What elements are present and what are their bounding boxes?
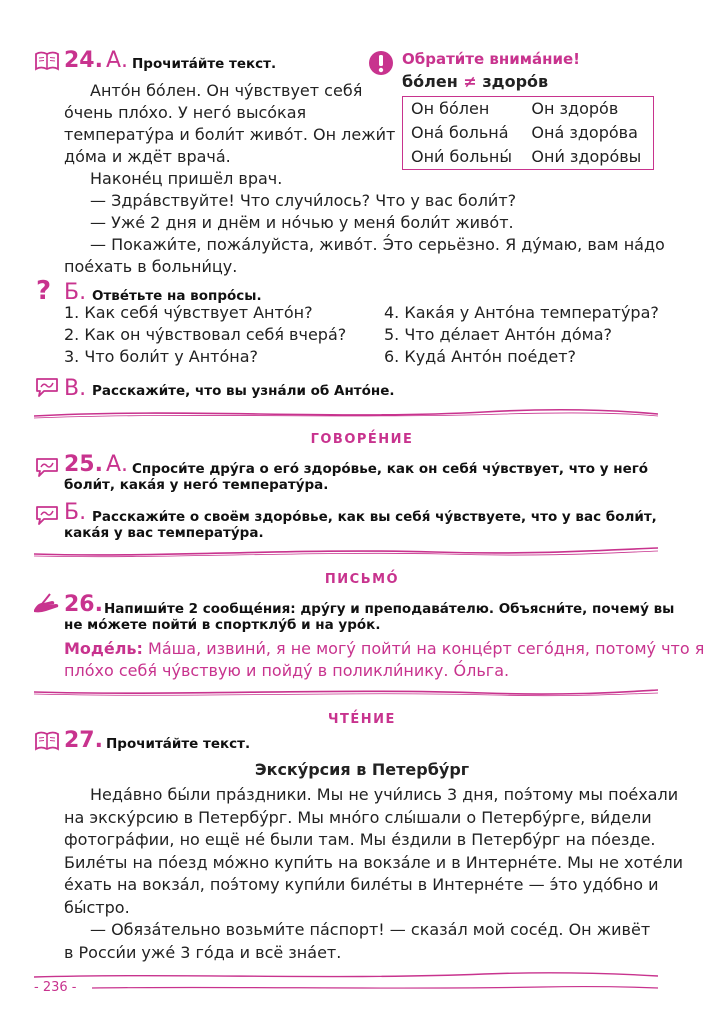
questions-left <box>64 302 346 368</box>
exercise-26-model <box>64 638 704 682</box>
wave-divider <box>34 404 658 420</box>
exercise-27-text <box>64 784 684 964</box>
text-line: о́чень пло́хо. У него́ высо́кая <box>64 103 307 122</box>
attention-word-healthy: здоро́в <box>482 72 549 91</box>
question-item: 5. Что де́лает Анто́н до́ма? <box>384 325 612 344</box>
question-item: 2. Как он чу́вствовал себя́ вчера́? <box>64 325 347 344</box>
text-line: Неда́вно бы́ли пра́здники. Мы не учи́лись 3 дня, поэ́тому мы пое́хали <box>90 785 679 804</box>
question-item: 1. Как себя́ чу́вствует Анто́н? <box>64 303 313 322</box>
section-title-speaking: ГОВОРЕ́НИЕ <box>310 432 414 447</box>
footer-line <box>92 980 658 994</box>
model-text-line: Ма́ша, извини́, я не могу́ пойти́ на конце́рт сего́дня, потому́ что я <box>148 639 705 658</box>
text-line: фотогра́фии, но ещё не́ были там. Мы е́здили в Петербу́рг на по́езде. <box>64 830 656 849</box>
task-line: Спроси́те дру́га о его́ здоро́вье, как он себя́ чу́вствует, что у него́ <box>132 461 649 477</box>
exercise-26-number: 26. <box>64 592 103 617</box>
exercise-24-v-task: Расскажи́те, что вы узна́ли об Анто́не. <box>92 383 395 399</box>
table-cell: Он бо́лен <box>411 99 490 118</box>
exercise-24-b-letter: Б. <box>64 280 87 305</box>
exercise-25-number: 25. <box>64 452 103 477</box>
text-line: Биле́ты на по́езд мо́жно купи́ть на вокза́ле и в Интерне́те. Мы не хоте́ли <box>64 852 684 872</box>
table-cell: Она́ больна́ <box>411 123 509 142</box>
text-line: бы́стро. <box>64 897 130 917</box>
question-mark-icon: ? <box>36 276 52 306</box>
exercise-26-task-cont <box>64 616 380 634</box>
question-item: 3. Что боли́т у Анто́на? <box>64 347 259 366</box>
exercise-24-a-task: Прочита́йте текст. <box>132 56 277 72</box>
attention-table <box>402 96 654 170</box>
text-line: — Здра́вствуйте! Что случи́лось? Что у вас боли́т? <box>90 191 517 210</box>
exercise-24-a-letter: А. <box>106 48 129 73</box>
exclamation-icon <box>368 50 394 76</box>
question-item: 4. Кака́я у Анто́на температу́ра? <box>384 303 659 322</box>
text-line: температу́ра и боли́т живо́т. Он лежи́т <box>64 125 396 144</box>
exercise-25-b-letter: Б. <box>64 500 87 525</box>
table-row <box>403 145 654 170</box>
wave-divider <box>34 684 658 700</box>
book-icon <box>34 50 60 72</box>
task-line: кака́я у вас температу́ра. <box>64 525 264 541</box>
text-line: Анто́н бо́лен. Он чу́вствует себя́ <box>90 81 363 100</box>
table-row <box>403 121 654 145</box>
task-line: боли́т, кака́я у него́ температу́ра. <box>64 477 329 493</box>
text-line: в Росси́и уже́ 3 го́да и всё зна́ет. <box>64 942 342 962</box>
model-text-line: пло́хо себя́ чу́вствую и пойду́ в поликли́нику. О́льга. <box>64 661 510 680</box>
text-line: пое́хать в больни́цу. <box>64 257 238 276</box>
task-line: Напиши́те 2 сообще́ния: дру́гу и преподава́телю. Объясни́те, почему́ вы <box>104 601 675 617</box>
exercise-25-a-task-cont <box>64 476 328 494</box>
table-cell: Она́ здоро́ва <box>531 123 638 142</box>
exercise-24-v-letter: В. <box>64 376 87 401</box>
section-title-writing: ПИСЬМО́ <box>324 572 400 587</box>
page-number: - 236 - <box>34 980 77 995</box>
exercise-27-number: 27. <box>64 728 103 753</box>
exercise-24-b-task: Отве́тьте на вопро́сы. <box>92 288 262 304</box>
attention-subtitle <box>402 72 548 91</box>
question-item: 6. Куда́ Анто́н пое́дет? <box>384 347 577 366</box>
speech-bubble-icon <box>34 456 60 478</box>
exercise-25-b-task-cont <box>64 524 264 542</box>
exercise-27-task: Прочита́йте текст. <box>106 736 251 752</box>
exercise-24-text <box>64 80 394 168</box>
exercise-24-dialog <box>64 168 664 278</box>
table-cell: Они́ больны́ <box>411 147 512 166</box>
exercise-25-a-letter: А. <box>106 452 129 477</box>
text-title: Экску́рсия в Петербу́рг <box>254 760 470 779</box>
text-line: до́ма и ждёт врача́. <box>64 147 231 166</box>
attention-title: Обрати́те внима́ние! <box>402 50 581 68</box>
section-title-reading: ЧТЕ́НИЕ <box>328 712 396 727</box>
model-label: Моде́ль: <box>64 639 143 658</box>
table-row <box>403 97 654 122</box>
speech-bubble-icon <box>34 504 60 526</box>
text-line: Наконе́ц пришёл врач. <box>90 169 283 188</box>
text-line: е́хать на вокза́л, поэ́тому купи́ли биле́ты в Интерне́те — э́то удо́бно и <box>64 875 659 894</box>
attention-word-ill: бо́лен <box>402 72 458 91</box>
exercise-24-number: 24. <box>64 48 103 73</box>
table-cell: Они́ здоро́вы <box>531 147 642 166</box>
text-line: — Уже́ 2 дня и днём и но́чью у меня́ боли́т живо́т. <box>90 213 514 232</box>
not-equal-sign: ≠ <box>463 72 477 91</box>
text-line: — Обяза́тельно возьми́те па́спорт! — сказа́л мой сосе́д. Он живёт <box>90 920 651 939</box>
text-line: на экску́рсию в Петербу́рг. Мы мно́го слы́шали о Петербу́рге, ви́дели <box>64 807 652 827</box>
wave-divider <box>34 544 658 560</box>
text-line: — Покажи́те, пожа́луйста, живо́т. Э́то серьёзно. Я ду́маю, вам на́до <box>90 235 665 254</box>
book-icon <box>34 730 60 752</box>
questions-right <box>384 302 659 368</box>
writing-hand-icon <box>32 592 62 614</box>
task-line: Расскажи́те о своём здоро́вье, как вы себя́ чу́вствуете, что у вас боли́т, <box>92 509 657 525</box>
speech-bubble-icon <box>34 376 60 398</box>
task-line: не мо́жете пойти́ в спортклу́б и на уро́к. <box>64 617 381 633</box>
table-cell: Он здоро́в <box>531 99 619 118</box>
